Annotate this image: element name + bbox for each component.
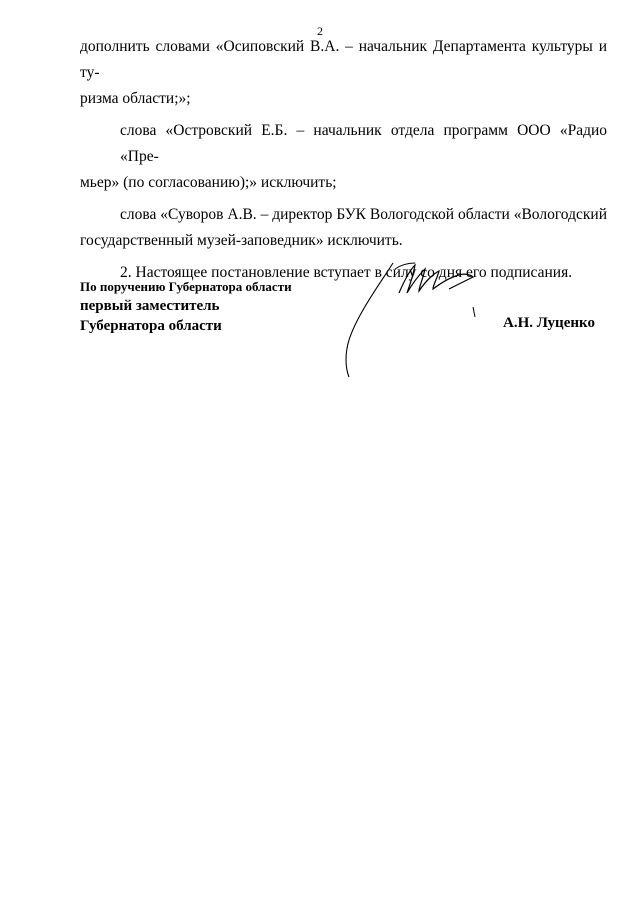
- text-line: государственный музей-заповедник» исключить.: [80, 232, 403, 249]
- text-line: слова «Островский Е.Б. – начальник отдела программ ООО «Радио «Пре-: [120, 122, 607, 165]
- text-line: дополнить словами «Осиповский В.А. – начальник Департамента культуры и ту-: [80, 38, 607, 81]
- paragraph-2: [80, 118, 607, 196]
- signatory-position-cont: Губернатора области: [80, 318, 222, 334]
- signatory-name: А.Н. Луценко: [503, 315, 595, 331]
- page-number: 2: [317, 24, 323, 38]
- signatory-position: первый заместитель: [80, 298, 220, 314]
- text-line: слова «Суворов А.В. – директор БУК Вологодской области «Вологодский: [120, 206, 607, 223]
- text-line: мьер» (по согласованию);» исключить;: [80, 174, 337, 191]
- text-line: ризма области;»;: [80, 90, 191, 107]
- handwritten-signature: [335, 245, 495, 385]
- signatory-authority: По поручению Губернатора области: [80, 279, 292, 294]
- text-line: 2. Настоящее постановление вступает в силу со дня его подписания.: [120, 264, 573, 281]
- signatory-title: [80, 278, 292, 336]
- paragraph-1: [80, 34, 607, 112]
